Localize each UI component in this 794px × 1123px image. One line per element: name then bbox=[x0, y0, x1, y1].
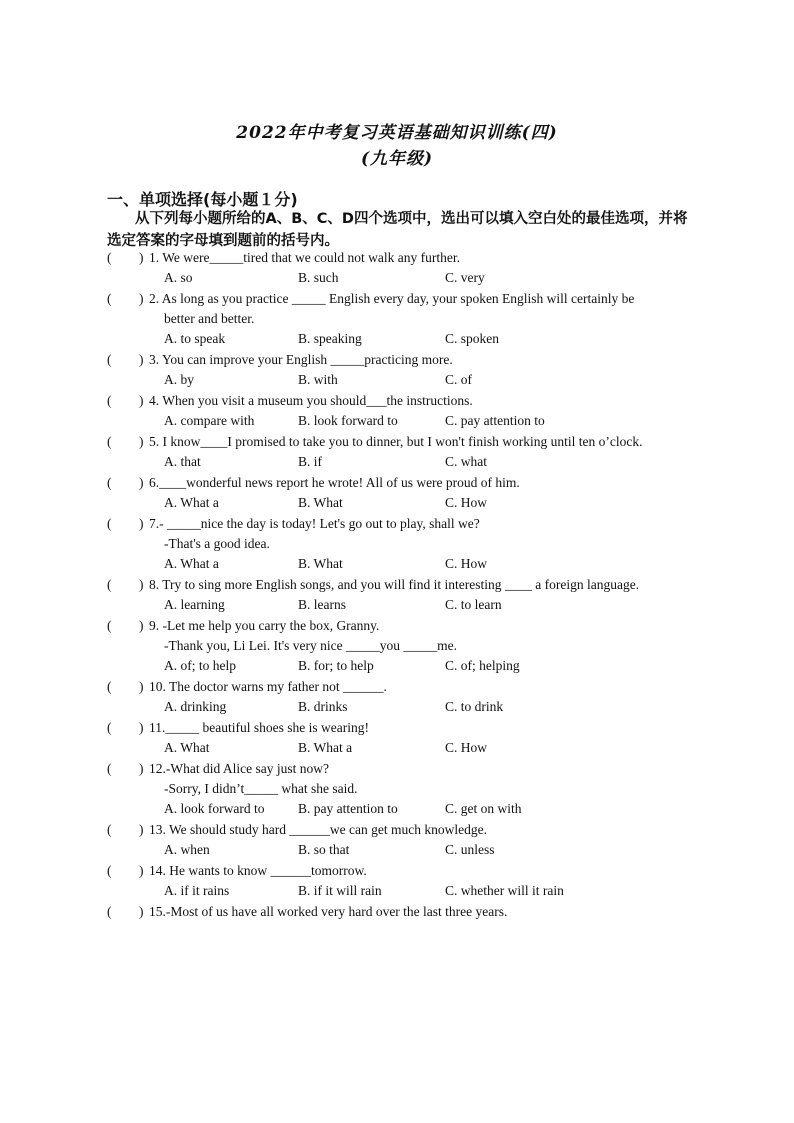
option-a: A. drinking bbox=[164, 699, 227, 714]
answer-bracket-open[interactable]: ( bbox=[107, 352, 112, 367]
answer-bracket-close: ) bbox=[139, 863, 144, 878]
question-stem: 6.____wonderful news report he wrote! All of us were proud of him. bbox=[149, 475, 520, 490]
question-stem: 7.- _____nice the day is today! Let's go out to play, shall we? bbox=[149, 516, 480, 531]
question-item bbox=[0, 291, 794, 311]
option-a: A. so bbox=[164, 270, 193, 285]
question-item bbox=[0, 904, 794, 924]
option-c: C. to learn bbox=[445, 597, 502, 612]
question-item bbox=[0, 393, 794, 413]
answer-bracket-close: ) bbox=[139, 904, 144, 919]
option-b: B. for; to help bbox=[298, 658, 374, 673]
option-c: C. pay attention to bbox=[445, 413, 545, 428]
answer-bracket-open[interactable]: ( bbox=[107, 822, 112, 837]
options-row bbox=[0, 495, 794, 516]
question-stem: 15.-Most of us have all worked very hard over the last three years. bbox=[149, 904, 508, 919]
option-c: C. of bbox=[445, 372, 472, 387]
option-b: B. so that bbox=[298, 842, 350, 857]
answer-bracket-open[interactable]: ( bbox=[107, 679, 112, 694]
option-c: C. very bbox=[445, 270, 485, 285]
question-continuation-text: -Thank you, Li Lei. It's very nice _____you _____me. bbox=[164, 638, 457, 653]
option-a: A. if it rains bbox=[164, 883, 230, 898]
question-continuation-text: -Sorry, I didn’t_____ what she said. bbox=[164, 781, 358, 796]
answer-bracket-open[interactable]: ( bbox=[107, 577, 112, 592]
options-row bbox=[0, 801, 794, 822]
page-subtitle: (九年级) bbox=[360, 149, 434, 169]
option-b: B. learns bbox=[298, 597, 346, 612]
option-a: A. to speak bbox=[164, 331, 226, 346]
option-a: A. look forward to bbox=[164, 801, 265, 816]
option-c: C. of; helping bbox=[445, 658, 520, 673]
question-continuation bbox=[0, 781, 794, 801]
options-row bbox=[0, 740, 794, 761]
option-c: C. How bbox=[445, 556, 488, 571]
question-continuation bbox=[0, 536, 794, 556]
options-row bbox=[0, 331, 794, 352]
options-row bbox=[0, 658, 794, 679]
question-item bbox=[0, 679, 794, 699]
option-c: C. what bbox=[445, 454, 487, 469]
answer-bracket-close: ) bbox=[139, 679, 144, 694]
question-item bbox=[0, 822, 794, 842]
answer-bracket-open[interactable]: ( bbox=[107, 863, 112, 878]
question-stem: 2. As long as you practice _____ English every day, your spoken English will certainly be bbox=[149, 291, 635, 306]
answer-bracket-close: ) bbox=[139, 352, 144, 367]
answer-bracket-open[interactable]: ( bbox=[107, 291, 112, 306]
answer-bracket-close: ) bbox=[139, 475, 144, 490]
question-stem: 5. I know____I promised to take you to dinner, but I won't finish working until ten o’clock. bbox=[149, 434, 643, 449]
question-item bbox=[0, 577, 794, 597]
option-c: C. to drink bbox=[445, 699, 504, 714]
option-c: C. whether will it rain bbox=[445, 883, 564, 898]
question-item bbox=[0, 618, 794, 638]
answer-bracket-open[interactable]: ( bbox=[107, 618, 112, 633]
option-a: A. learning bbox=[164, 597, 225, 612]
options-row bbox=[0, 556, 794, 577]
question-continuation bbox=[0, 311, 794, 331]
answer-bracket-close: ) bbox=[139, 618, 144, 633]
option-b: B. if it will rain bbox=[298, 883, 382, 898]
option-b: B. look forward to bbox=[298, 413, 398, 428]
option-c: C. unless bbox=[445, 842, 495, 857]
options-row bbox=[0, 454, 794, 475]
answer-bracket-close: ) bbox=[139, 822, 144, 837]
answer-bracket-close: ) bbox=[139, 393, 144, 408]
instruction-line-2: 选定答案的字母填到题前的括号内。 bbox=[107, 233, 339, 249]
option-b: B. What bbox=[298, 556, 343, 571]
option-b: B. if bbox=[298, 454, 323, 469]
options-row bbox=[0, 413, 794, 434]
option-b: B. pay attention to bbox=[298, 801, 398, 816]
option-a: A. What a bbox=[164, 556, 219, 571]
options-row bbox=[0, 842, 794, 863]
answer-bracket-close: ) bbox=[139, 720, 144, 735]
answer-bracket-close: ) bbox=[139, 434, 144, 449]
option-a: A. of; to help bbox=[164, 658, 236, 673]
question-stem: 11._____ beautiful shoes she is wearing! bbox=[149, 720, 369, 735]
options-row bbox=[0, 270, 794, 291]
answer-bracket-open[interactable]: ( bbox=[107, 250, 112, 265]
option-b: B. such bbox=[298, 270, 339, 285]
question-item bbox=[0, 863, 794, 883]
answer-bracket-close: ) bbox=[139, 250, 144, 265]
option-b: B. What bbox=[298, 495, 343, 510]
option-b: B. with bbox=[298, 372, 338, 387]
question-item bbox=[0, 516, 794, 536]
question-list bbox=[0, 250, 794, 924]
answer-bracket-close: ) bbox=[139, 761, 144, 776]
question-stem: 8. Try to sing more English songs, and you will find it interesting ____ a foreign language. bbox=[149, 577, 640, 592]
option-c: C. spoken bbox=[445, 331, 499, 346]
answer-bracket-open[interactable]: ( bbox=[107, 904, 112, 919]
question-stem: 10. The doctor warns my father not ______. bbox=[149, 679, 387, 694]
answer-bracket-close: ) bbox=[139, 577, 144, 592]
answer-bracket-open[interactable]: ( bbox=[107, 761, 112, 776]
option-a: A. when bbox=[164, 842, 210, 857]
question-item bbox=[0, 434, 794, 454]
option-c: C. get on with bbox=[445, 801, 522, 816]
option-b: B. speaking bbox=[298, 331, 362, 346]
answer-bracket-open[interactable]: ( bbox=[107, 475, 112, 490]
answer-bracket-close: ) bbox=[139, 291, 144, 306]
options-row bbox=[0, 597, 794, 618]
answer-bracket-open[interactable]: ( bbox=[107, 516, 112, 531]
question-stem: 9. -Let me help you carry the box, Granny. bbox=[149, 618, 380, 633]
options-row bbox=[0, 699, 794, 720]
option-b: B. drinks bbox=[298, 699, 348, 714]
instruction-line-1: 从下列每小题所给的A、B、C、D四个选项中，选出可以填入空白处的最佳选项，并将 bbox=[135, 211, 688, 227]
option-c: C. How bbox=[445, 495, 488, 510]
question-stem: 1. We were_____tired that we could not walk any further. bbox=[149, 250, 460, 265]
answer-bracket-open[interactable]: ( bbox=[107, 720, 112, 735]
question-stem: 13. We should study hard ______we can get much knowledge. bbox=[149, 822, 487, 837]
question-stem: 12.-What did Alice say just now? bbox=[149, 761, 329, 776]
option-c: C. How bbox=[445, 740, 488, 755]
options-row bbox=[0, 883, 794, 904]
section-heading: 一、单项选择(每小题１分) bbox=[107, 190, 298, 209]
option-a: A. that bbox=[164, 454, 201, 469]
question-continuation-text: -That's a good idea. bbox=[164, 536, 270, 551]
question-item bbox=[0, 761, 794, 781]
question-item bbox=[0, 250, 794, 270]
answer-bracket-open[interactable]: ( bbox=[107, 434, 112, 449]
option-a: A. What a bbox=[164, 495, 219, 510]
question-item bbox=[0, 475, 794, 495]
option-a: A. compare with bbox=[164, 413, 255, 428]
page-title: 2022年中考复习英语基础知识训练(四) bbox=[236, 123, 558, 143]
question-stem: 3. You can improve your English _____practicing more. bbox=[149, 352, 453, 367]
question-continuation bbox=[0, 638, 794, 658]
question-stem: 4. When you visit a museum you should___the instructions. bbox=[149, 393, 473, 408]
answer-bracket-close: ) bbox=[139, 516, 144, 531]
option-a: A. by bbox=[164, 372, 194, 387]
option-a: A. What bbox=[164, 740, 210, 755]
question-item bbox=[0, 352, 794, 372]
answer-bracket-open[interactable]: ( bbox=[107, 393, 112, 408]
options-row bbox=[0, 372, 794, 393]
question-item bbox=[0, 720, 794, 740]
question-continuation-text: better and better. bbox=[164, 311, 255, 326]
question-stem: 14. He wants to know ______tomorrow. bbox=[149, 863, 367, 878]
instruction-text bbox=[107, 208, 693, 252]
option-b: B. What a bbox=[298, 740, 353, 755]
